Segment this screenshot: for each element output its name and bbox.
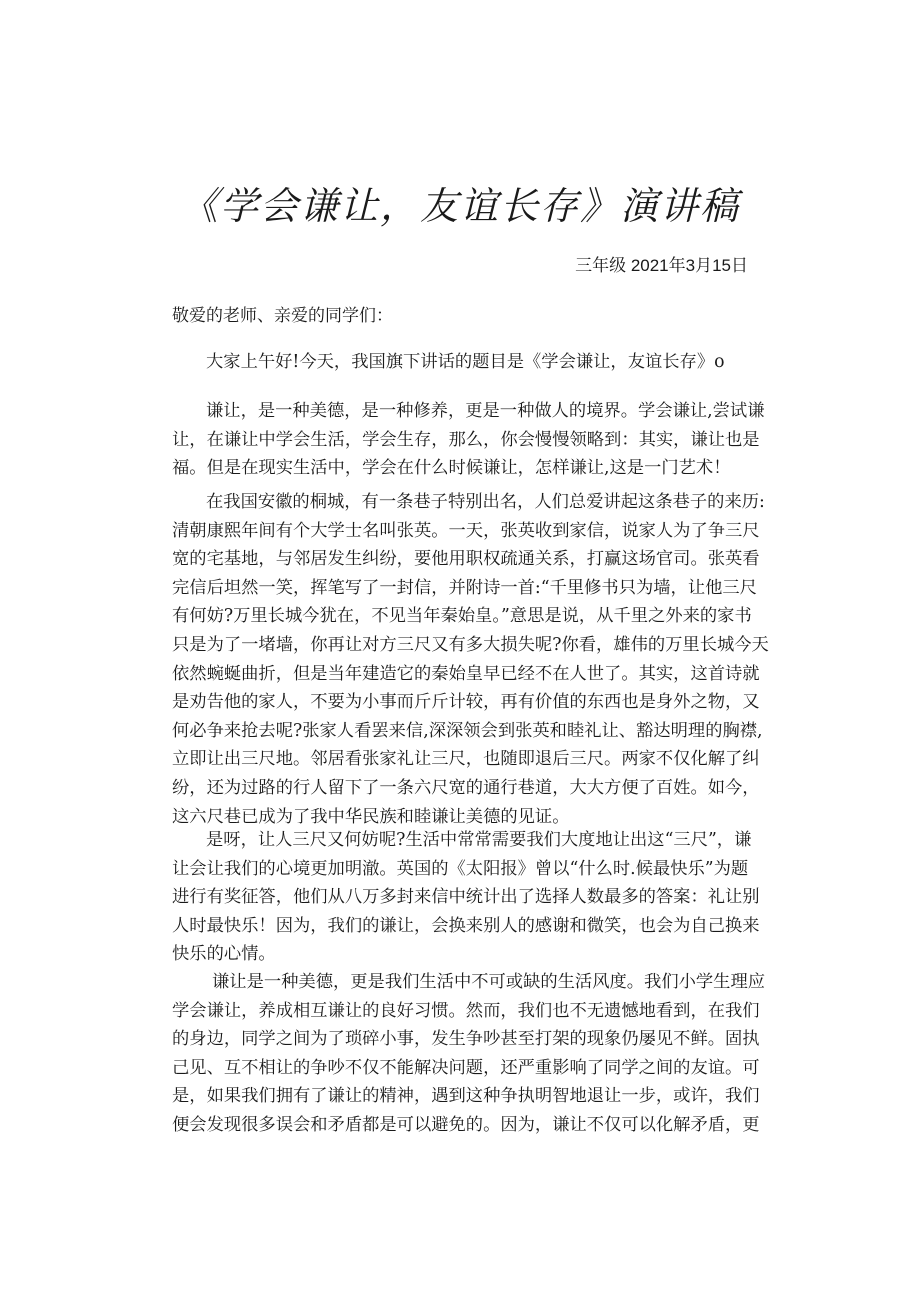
paragraph-line: 人时最快乐！因为，我们的谦让，会换来别人的感谢和微笑，也会为自己换来 — [172, 915, 760, 936]
paragraph-line: 这六尺巷已成为了我中华民族和睦谦让美德的见证。 — [172, 806, 570, 827]
paragraph-six-foot-lane — [172, 488, 769, 831]
paragraph-line: 快乐的心情。 — [172, 944, 276, 965]
paragraph-line: 学会谦让，养成相互谦让的良好习惯。然而，我们也不无遗憾地看到，在我们 — [172, 1000, 760, 1021]
document-title: 《学会谦让，友谊长存》演讲稿 — [179, 184, 740, 228]
paragraph-line: 只是为了一堵墙，你再让对方三尺又有多大损失呢?你看，雄伟的万里长城今天 — [172, 634, 769, 655]
paragraph-line: 的身边，同学之间为了琐碎小事，发生争吵甚至打架的现象仍屡见不鲜。固执 — [172, 1029, 760, 1050]
paragraph-line: 清朝康熙年间有个大学士名叫张英。一天，张英收到家信，说家人为了争三尺 — [172, 520, 760, 541]
paragraph-greeting — [172, 348, 762, 377]
paragraph-line: 宽的宅基地，与邻居发生纠纷，要他用职权疏通关系，打赢这场官司。张英看 — [172, 549, 760, 570]
paragraph-line: 依然蜿蜒曲折，但是当年建造它的秦始皇早已经不在人世了。其实，这首诗就 — [172, 663, 760, 684]
paragraph-line: 进行有奖征答，他们从八万多封来信中统计出了选择人数最多的答案：礼让别 — [172, 887, 760, 908]
document-date: 三年级 2021年3月15日 — [575, 256, 748, 275]
paragraph-modesty-intro — [172, 397, 765, 483]
paragraph-happiness — [172, 826, 762, 969]
paragraph-line: 何必争来抢去呢?张家人看罢来信,深深领会到张英和睦礼让、豁达明理的胸襟, — [172, 720, 763, 741]
paragraph-line: 谦让是一种美德，更是我们生活中不可或缺的生活风度。我们小学生理应 — [212, 972, 766, 992]
paragraph-line: 便会发现很多误会和矛盾都是可以避免的。因为，谦让不仅可以化解矛盾，更 — [172, 1114, 760, 1135]
paragraph-line: 让会让我们的心境更加明澈。英国的《太阳报》曾以“什么时.候最快乐”为题 — [172, 858, 749, 879]
paragraph-line: 有何妨?万里长城今犹在，不见当年秦始皇。”意思是说，从千里之外来的家书 — [172, 606, 752, 627]
salutation: 敬爱的老师、亲爱的同学们： — [172, 306, 393, 326]
paragraph-students — [172, 968, 766, 1140]
paragraph-line: 是呀，让人三尺又何妨呢?生活中常常需要我们大度地让出这“三尺”，谦 — [206, 830, 752, 850]
paragraph-line: 立即让出三尺地。邻居看张家礼让三尺，也随即退后三尺。两家不仅化解了纠 — [172, 749, 760, 770]
paragraph-line: 完信后坦然一笑，挥笔写了一封信，并附诗一首:“千里修书只为墙，让他三尺 — [172, 577, 757, 598]
paragraph-line: 谦让，是一种美德，是一种修养，更是一种做人的境界。学会谦让,尝试谦 — [206, 401, 765, 421]
paragraph-line: 是，如果我们拥有了谦让的精神，遇到这种争执明智地退让一步，或许，我们 — [172, 1086, 760, 1107]
paragraph-line: 己见、互不相让的争吵不仅不能解决问题，还严重影响了同学之间的友谊。可 — [172, 1057, 760, 1078]
paragraph-line: 是劝告他的家人，不要为小事而斤斤计较，再有价值的东西也是身外之物，又 — [172, 692, 760, 713]
paragraph-line: 大家上午好!今天，我国旗下讲话的题目是《学会谦让，友谊长存》o — [206, 352, 725, 372]
paragraph-line: 福。但是在现实生活中，学会在什么时候谦让，怎样谦让,这是一门艺术！ — [172, 458, 731, 479]
paragraph-line: 纷，还为过路的行人留下了一条六尺宽的通行巷道，大大方便了百姓。如今， — [172, 777, 760, 798]
paragraph-line: 在我国安徽的桐城，有一条巷子特别出名，人们总爱讲起这条巷子的来历: — [206, 492, 765, 512]
paragraph-line: 让，在谦让中学会生活，学会生存，那么，你会慢慢领略到：其实，谦让也是 — [172, 429, 760, 450]
